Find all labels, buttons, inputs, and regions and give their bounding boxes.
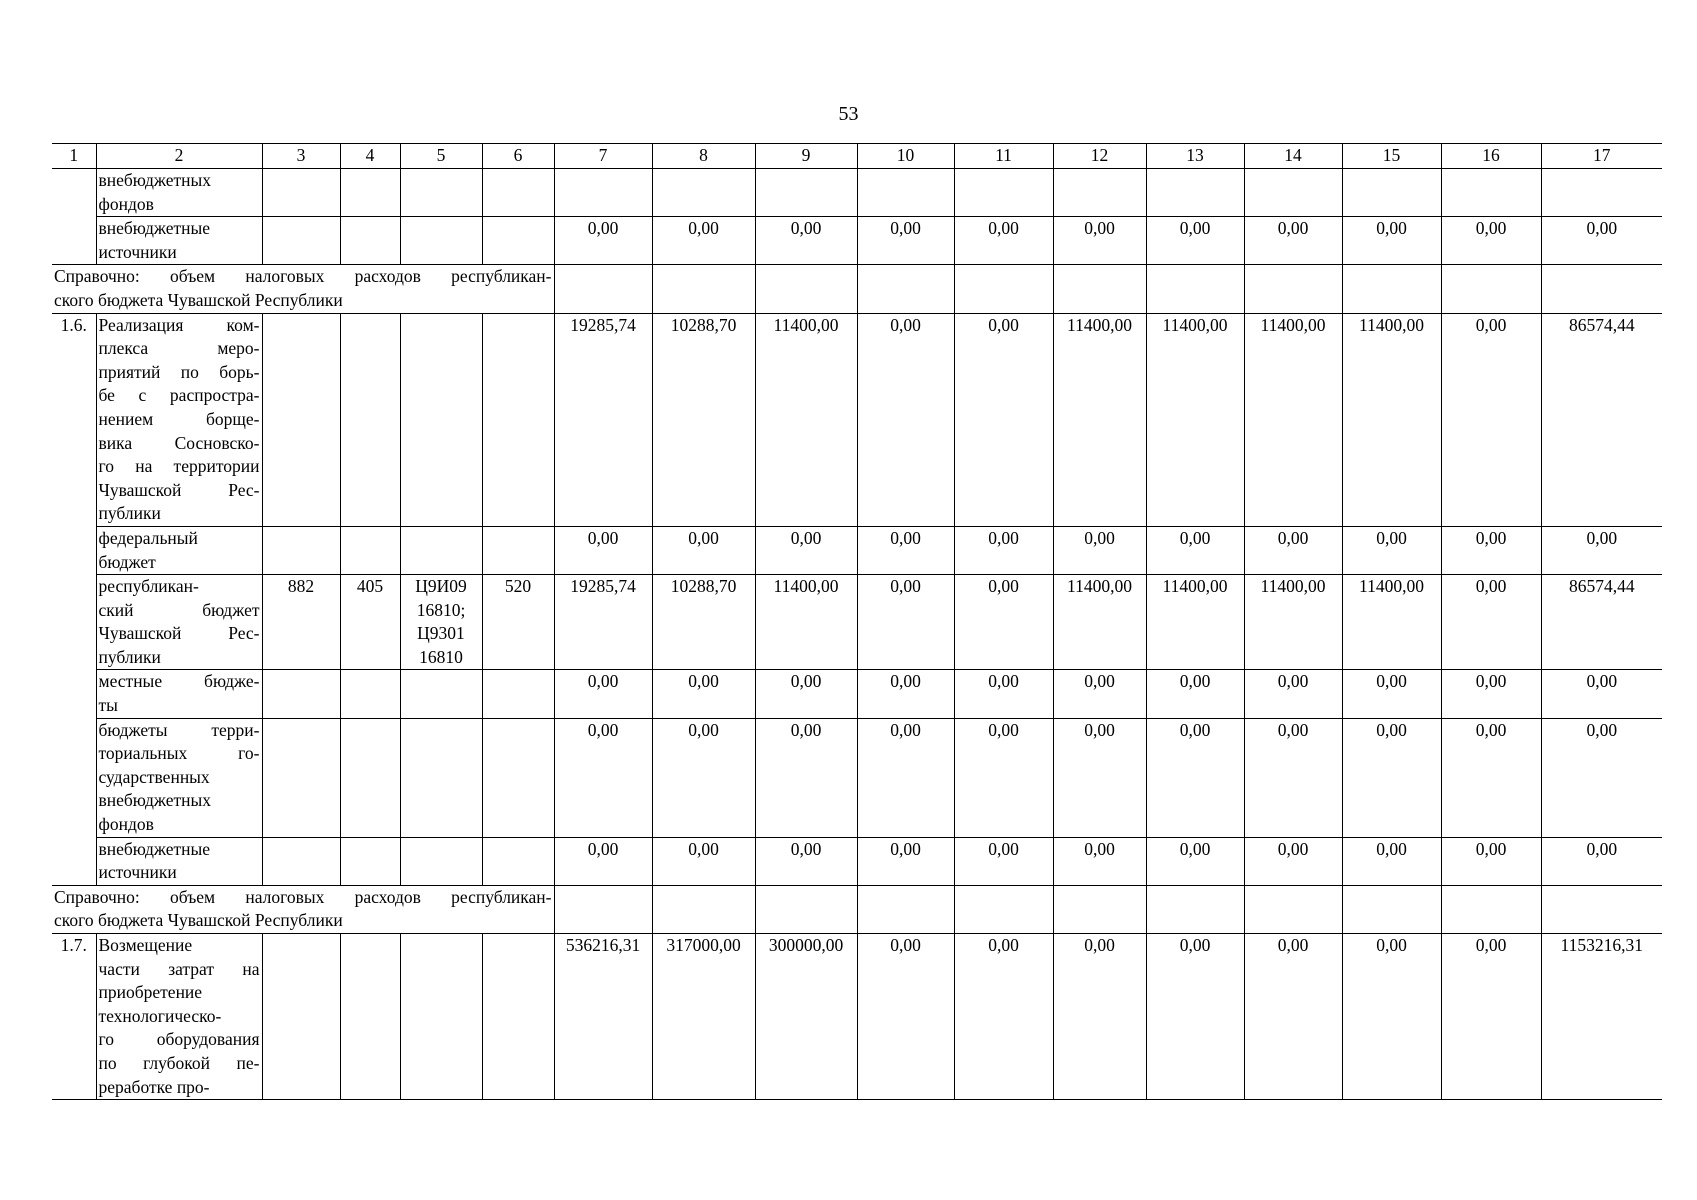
column-header: 7	[554, 144, 652, 169]
value-cell: 10288,70	[652, 575, 755, 670]
value-cell: 0,00	[857, 575, 954, 670]
header-row	[52, 144, 1662, 169]
value-cell: 11400,00	[1053, 575, 1146, 670]
gov-code	[262, 313, 340, 526]
expense-type-code	[482, 217, 554, 265]
value-cell: 0,00	[1146, 837, 1244, 885]
value-cell: 0,00	[954, 718, 1053, 837]
column-header: 6	[482, 144, 554, 169]
note-line: ского бюджета Чувашской Республики	[54, 910, 343, 931]
value-cell	[1541, 169, 1662, 217]
description-line: ториальных го-	[98, 743, 260, 764]
value-cell	[857, 265, 954, 313]
value-cell: 0,00	[954, 837, 1053, 885]
value-cell: 0,00	[1146, 670, 1244, 718]
target-article-code	[400, 313, 482, 526]
value-cell: 0,00	[1441, 575, 1541, 670]
table-row	[52, 934, 1662, 1100]
value-cell: 11400,00	[755, 575, 857, 670]
value-cell	[857, 169, 954, 217]
section-code	[340, 169, 400, 217]
value-cell	[1441, 169, 1541, 217]
value-cell: 0,00	[755, 837, 857, 885]
column-header: 10	[857, 144, 954, 169]
value-cell: 300000,00	[755, 934, 857, 1100]
description-line: сударственных	[98, 766, 210, 787]
value-cell	[1244, 885, 1342, 933]
value-cell: 0,00	[554, 217, 652, 265]
value-cell: 0,00	[1053, 718, 1146, 837]
value-cell: 0,00	[1342, 670, 1441, 718]
description-line: источники	[98, 241, 177, 262]
description-line: бюджет	[98, 551, 156, 572]
value-cell: 11400,00	[755, 313, 857, 526]
description-line: вика Сосновско-	[98, 432, 260, 453]
target-article-code	[400, 718, 482, 837]
value-cell: 0,00	[1053, 934, 1146, 1100]
table-row	[52, 169, 1662, 217]
value-cell: 11400,00	[1244, 313, 1342, 526]
value-cell: 0,00	[1244, 934, 1342, 1100]
value-cell: 1153216,31	[1541, 934, 1662, 1100]
value-cell	[857, 885, 954, 933]
value-cell: 0,00	[755, 718, 857, 837]
value-cell: 0,00	[857, 313, 954, 526]
column-header: 17	[1541, 144, 1662, 169]
description-line: Возмещение	[98, 935, 193, 955]
table-row	[52, 217, 1662, 265]
value-cell: 19285,74	[554, 313, 652, 526]
value-cell: 0,00	[1441, 837, 1541, 885]
reference-note	[52, 885, 554, 933]
description-line: по глубокой пе-	[98, 1052, 260, 1073]
gov-code: 882	[262, 575, 340, 670]
value-cell: 0,00	[857, 217, 954, 265]
description-line: бюджеты терри-	[98, 719, 260, 740]
value-cell: 0,00	[1441, 526, 1541, 574]
description-line: приятий по борь-	[98, 361, 260, 382]
value-cell: 0,00	[755, 670, 857, 718]
section-code	[340, 217, 400, 265]
value-cell: 0,00	[1541, 670, 1662, 718]
value-cell: 0,00	[1441, 934, 1541, 1100]
value-cell: 86574,44	[1541, 313, 1662, 526]
description-line: внебюджетных	[98, 170, 212, 190]
column-header: 5	[400, 144, 482, 169]
value-cell	[1146, 169, 1244, 217]
value-cell: 0,00	[755, 526, 857, 574]
target-article-code	[400, 526, 482, 574]
section-code	[340, 526, 400, 574]
column-header: 8	[652, 144, 755, 169]
funding-source	[96, 575, 262, 670]
value-cell	[652, 885, 755, 933]
column-header: 2	[96, 144, 262, 169]
note-line: Справочно: объем налоговых расходов республикан-	[54, 266, 552, 287]
value-cell: 536216,31	[554, 934, 652, 1100]
gov-code	[262, 837, 340, 885]
value-cell: 0,00	[1146, 718, 1244, 837]
funding-source	[96, 526, 262, 574]
value-cell: 0,00	[857, 934, 954, 1100]
expense-type-code	[482, 670, 554, 718]
item-number: 1.7.	[52, 934, 96, 1100]
description-line: бе с распростра-	[98, 385, 260, 406]
funding-source	[96, 718, 262, 837]
description-line: приобретение	[98, 982, 203, 1003]
value-cell	[755, 885, 857, 933]
table-row	[52, 575, 1662, 670]
value-cell: 0,00	[954, 934, 1053, 1100]
code-line: 16810	[419, 646, 463, 667]
table-body	[52, 169, 1662, 1100]
column-header: 16	[1441, 144, 1541, 169]
column-header: 9	[755, 144, 857, 169]
value-cell: 0,00	[554, 718, 652, 837]
value-cell: 0,00	[1541, 837, 1662, 885]
budget-table	[52, 143, 1662, 1100]
value-cell: 0,00	[1053, 217, 1146, 265]
item-number: 1.6.	[52, 313, 96, 885]
value-cell: 0,00	[857, 837, 954, 885]
value-cell: 11400,00	[1053, 313, 1146, 526]
column-header: 13	[1146, 144, 1244, 169]
target-article-code	[400, 217, 482, 265]
funding-source	[96, 169, 262, 217]
value-cell: 0,00	[857, 718, 954, 837]
table-row	[52, 718, 1662, 837]
description-line: технологическо-	[98, 1005, 222, 1026]
description-line: публики	[98, 503, 161, 524]
value-cell: 0,00	[1244, 718, 1342, 837]
page-number: 53	[838, 103, 859, 125]
value-cell: 0,00	[652, 217, 755, 265]
value-cell: 317000,00	[652, 934, 755, 1100]
table-row	[52, 526, 1662, 574]
description-line: части затрат на	[98, 958, 260, 979]
value-cell: 0,00	[554, 670, 652, 718]
target-article-code	[400, 169, 482, 217]
value-cell: 0,00	[1342, 718, 1441, 837]
gov-code	[262, 217, 340, 265]
value-cell	[1053, 885, 1146, 933]
column-header: 14	[1244, 144, 1342, 169]
column-header: 4	[340, 144, 400, 169]
description-line: внебюджетных	[98, 790, 212, 811]
description-line: плекса меро-	[98, 338, 260, 359]
value-cell: 0,00	[1441, 718, 1541, 837]
value-cell: 0,00	[1541, 718, 1662, 837]
description-line: ский бюджет	[98, 599, 260, 620]
value-cell	[554, 885, 652, 933]
table-row	[52, 885, 1662, 933]
gov-code	[262, 670, 340, 718]
value-cell: 0,00	[857, 526, 954, 574]
value-cell	[1146, 265, 1244, 313]
value-cell: 0,00	[1244, 670, 1342, 718]
gov-code	[262, 934, 340, 1100]
value-cell: 0,00	[652, 837, 755, 885]
expense-type-code	[482, 526, 554, 574]
description-line: внебюджетные	[98, 218, 211, 239]
event-description	[96, 313, 262, 526]
section-code	[340, 718, 400, 837]
description-line: внебюджетные	[98, 838, 211, 859]
table-row	[52, 313, 1662, 526]
value-cell: 0,00	[652, 718, 755, 837]
value-cell: 19285,74	[554, 575, 652, 670]
gov-code	[262, 718, 340, 837]
value-cell	[1342, 169, 1441, 217]
value-cell	[954, 265, 1053, 313]
target-article-code	[400, 934, 482, 1100]
section-code	[340, 934, 400, 1100]
description-line: го на территории	[98, 456, 260, 477]
value-cell: 0,00	[857, 670, 954, 718]
table-row	[52, 837, 1662, 885]
expense-type-code: 520	[482, 575, 554, 670]
value-cell: 0,00	[1441, 217, 1541, 265]
value-cell: 0,00	[1342, 217, 1441, 265]
value-cell	[652, 265, 755, 313]
value-cell	[1053, 169, 1146, 217]
value-cell: 0,00	[1342, 526, 1441, 574]
column-header: 3	[262, 144, 340, 169]
value-cell	[554, 265, 652, 313]
value-cell: 0,00	[1541, 217, 1662, 265]
table-row	[52, 670, 1662, 718]
value-cell	[755, 169, 857, 217]
value-cell: 0,00	[1244, 526, 1342, 574]
value-cell: 0,00	[1053, 526, 1146, 574]
expense-type-code	[482, 313, 554, 526]
table-row	[52, 265, 1662, 313]
description-line: республикан-	[98, 576, 199, 597]
value-cell: 0,00	[954, 217, 1053, 265]
value-cell: 11400,00	[1146, 313, 1244, 526]
value-cell: 0,00	[554, 837, 652, 885]
note-line: Справочно: объем налоговых расходов республикан-	[54, 886, 552, 907]
description-line: Чувашской Рес-	[98, 623, 260, 644]
value-cell: 11400,00	[1342, 313, 1441, 526]
value-cell: 0,00	[954, 526, 1053, 574]
code-line: Ц9И09	[415, 576, 467, 597]
value-cell	[1441, 265, 1541, 313]
value-cell: 0,00	[1441, 670, 1541, 718]
description-line: источники	[98, 862, 177, 883]
column-header: 1	[52, 144, 96, 169]
value-cell: 0,00	[755, 217, 857, 265]
gov-code	[262, 169, 340, 217]
value-cell: 0,00	[554, 526, 652, 574]
note-line: ского бюджета Чувашской Республики	[54, 289, 343, 310]
description-line: реработке про-	[98, 1076, 210, 1097]
expense-type-code	[482, 934, 554, 1100]
description-line: ты	[98, 695, 118, 716]
description-line: публики	[98, 646, 161, 667]
section-code: 405	[340, 575, 400, 670]
value-cell: 0,00	[1146, 526, 1244, 574]
description-line: го оборудования	[98, 1029, 260, 1050]
value-cell: 0,00	[1541, 526, 1662, 574]
description-line: фондов	[98, 814, 154, 835]
description-line: Реализация ком-	[98, 314, 260, 335]
value-cell	[1441, 885, 1541, 933]
value-cell: 0,00	[1244, 217, 1342, 265]
value-cell	[554, 169, 652, 217]
target-article-code	[400, 670, 482, 718]
funding-source	[96, 217, 262, 265]
code-line: Ц9301	[417, 623, 465, 644]
value-cell	[652, 169, 755, 217]
column-header: 12	[1053, 144, 1146, 169]
value-cell: 0,00	[1146, 217, 1244, 265]
reference-note	[52, 265, 554, 313]
value-cell: 86574,44	[1541, 575, 1662, 670]
value-cell	[1342, 265, 1441, 313]
description-line: фондов	[98, 193, 154, 214]
column-header: 11	[954, 144, 1053, 169]
value-cell: 11400,00	[1146, 575, 1244, 670]
value-cell: 11400,00	[1244, 575, 1342, 670]
expense-type-code	[482, 837, 554, 885]
description-line: федеральный	[98, 527, 198, 548]
value-cell: 0,00	[652, 526, 755, 574]
value-cell: 0,00	[1342, 837, 1441, 885]
description-line: нением борще-	[98, 408, 260, 429]
funding-source	[96, 670, 262, 718]
description-line: местные бюдже-	[98, 671, 260, 692]
value-cell: 0,00	[1053, 837, 1146, 885]
value-cell: 0,00	[1146, 934, 1244, 1100]
column-header: 15	[1342, 144, 1441, 169]
section-code	[340, 837, 400, 885]
item-number	[52, 169, 96, 265]
funding-source	[96, 837, 262, 885]
value-cell: 0,00	[1244, 837, 1342, 885]
section-code	[340, 313, 400, 526]
expense-type-code	[482, 169, 554, 217]
target-article-code	[400, 837, 482, 885]
value-cell: 0,00	[1053, 670, 1146, 718]
value-cell: 11400,00	[1342, 575, 1441, 670]
value-cell: 0,00	[954, 313, 1053, 526]
target-article-code	[400, 575, 482, 670]
value-cell	[954, 169, 1053, 217]
description-line: Чувашской Рес-	[98, 479, 260, 500]
value-cell: 0,00	[954, 670, 1053, 718]
value-cell	[755, 265, 857, 313]
value-cell: 0,00	[954, 575, 1053, 670]
value-cell	[1244, 169, 1342, 217]
value-cell: 0,00	[1342, 934, 1441, 1100]
value-cell	[1146, 885, 1244, 933]
value-cell	[1244, 265, 1342, 313]
value-cell	[1053, 265, 1146, 313]
value-cell: 0,00	[652, 670, 755, 718]
value-cell	[1342, 885, 1441, 933]
value-cell: 0,00	[1441, 313, 1541, 526]
expense-type-code	[482, 718, 554, 837]
gov-code	[262, 526, 340, 574]
code-line: 16810;	[416, 599, 466, 620]
section-code	[340, 670, 400, 718]
value-cell	[1541, 885, 1662, 933]
value-cell	[1541, 265, 1662, 313]
value-cell	[954, 885, 1053, 933]
event-description	[96, 934, 262, 1100]
value-cell: 10288,70	[652, 313, 755, 526]
